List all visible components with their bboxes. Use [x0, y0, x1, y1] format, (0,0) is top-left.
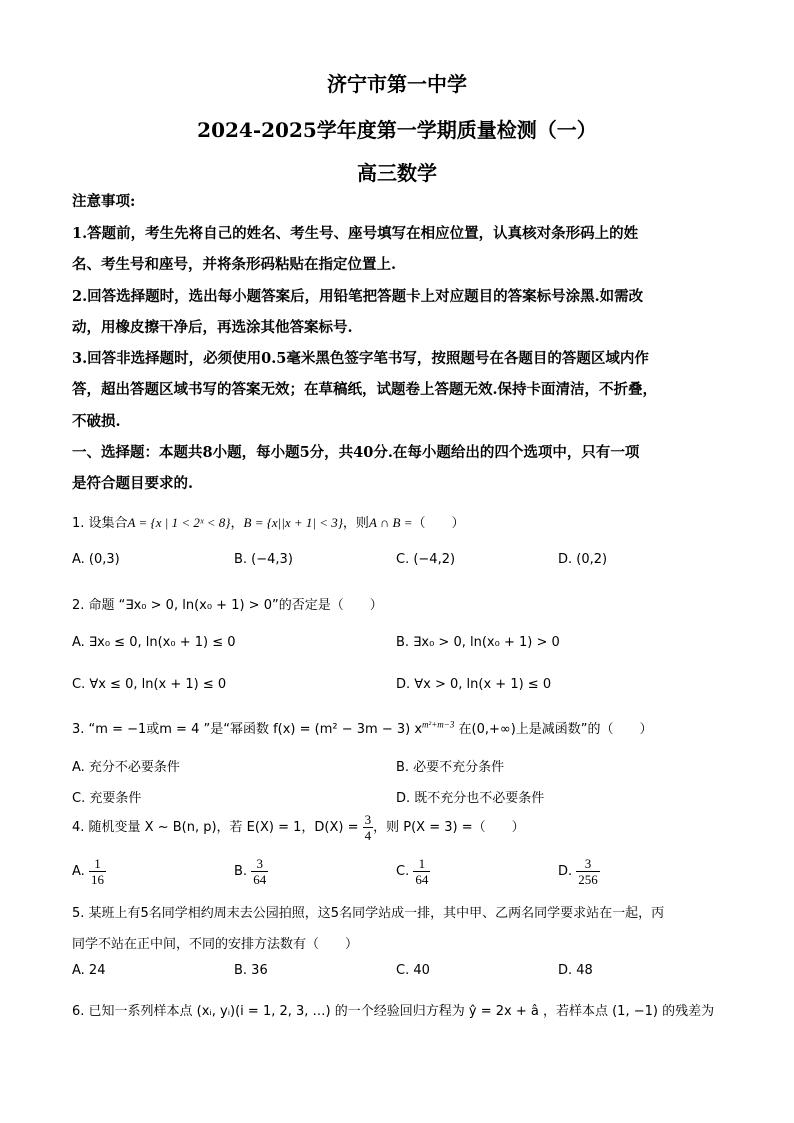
q4-option-a-numerator: 1	[89, 856, 106, 872]
q3-option-b: B. 必要不充分条件	[396, 760, 505, 775]
q4-option-c-label: C.	[396, 864, 410, 879]
q3-option-d: D. 既不充分也不必要条件	[396, 791, 545, 806]
notice-title: 注意事项:	[72, 193, 136, 210]
q1-set-a: A = {x | 1 < 2ˣ < 8}	[127, 515, 231, 530]
q4-option-b-numerator: 3	[251, 856, 268, 872]
q4-fraction-denominator: 4	[364, 828, 372, 843]
q5-option-c: C. 40	[396, 963, 430, 978]
section-1-line-1: 一、选择题：本题共8小题，每小题5分，共40分.在每小题给出的四个选项中，只有一项	[72, 444, 640, 461]
question-3-stem	[72, 718, 653, 737]
q2-option-b: B. ∃x₀ > 0, ln(x₀ + 1) > 0	[396, 635, 560, 650]
notice-item-3-line-1: 3.回答非选择题时，必须使用0.5毫米黑色签字笔书写，按照题号在各题目的答题区域内作	[72, 350, 649, 367]
q4-option-d	[558, 856, 600, 887]
section-1-line-2: 是符合题目要求的.	[72, 475, 194, 492]
q1-stem-part-a: 1. 设集合	[72, 516, 128, 531]
q5-option-b: B. 36	[234, 963, 268, 978]
q1-set-b: B = {x||x + 1| < 3}	[243, 515, 343, 530]
q3-stem-part-b: 在(0,+∞)上是减函数”的（ ）	[454, 722, 653, 737]
notice-item-3-line-3: 不破损.	[72, 413, 121, 430]
q4-option-b	[234, 856, 268, 887]
subject-title: 高三数学	[357, 161, 437, 185]
q5-option-d: D. 48	[558, 963, 593, 978]
q4-option-c-denominator: 64	[415, 872, 429, 887]
q3-exponent: m²+m−3	[422, 719, 455, 730]
q5-option-a: A. 24	[72, 963, 106, 978]
q4-option-d-fraction	[576, 856, 600, 887]
q2-option-a: A. ∃x₀ ≤ 0, ln(x₀ + 1) ≤ 0	[72, 635, 236, 650]
q4-option-b-fraction	[251, 856, 268, 887]
q2-option-c: C. ∀x ≤ 0, ln(x + 1) ≤ 0	[72, 677, 227, 692]
q4-option-c	[396, 856, 430, 887]
question-1-stem	[72, 512, 465, 531]
q1-answer-paren: （ ）	[412, 516, 465, 531]
q2-option-d: D. ∀x > 0, ln(x + 1) ≤ 0	[396, 677, 552, 692]
q1-option-d: D. (0,2)	[558, 552, 608, 567]
q4-option-c-numerator: 1	[413, 856, 430, 872]
q4-option-b-denominator: 64	[253, 872, 267, 887]
q3-stem-part-a: 3. “m = −1或m = 4 ”是“幂函数 f(x) = (m² − 3m − 3) x	[72, 722, 423, 737]
notice-item-2-line-1: 2.回答选择题时，选出每小题答案后，用铅笔把答题卡上对应题目的答案标号涂黑.如需改	[72, 288, 644, 305]
q1-option-c: C. (−4,2)	[396, 552, 456, 567]
q1-expression: A ∩ B =	[368, 515, 413, 530]
q1-stem-part-b: ，则	[342, 516, 369, 531]
q4-stem-part-b: ，则 P(X = 3) =（ ）	[373, 820, 525, 835]
q1-option-a: A. (0,3)	[72, 552, 120, 567]
question-6-line-1: 6. 已知一系列样本点 (xᵢ, yᵢ)(i = 1, 2, 3, …) 的一个经验回归方程为 ŷ = 2x + â ，若样本点 (1, −1) 的残差为	[72, 1004, 715, 1019]
q4-option-d-numerator: 3	[576, 856, 600, 872]
question-2-stem: 2. 命题 “∃x₀ > 0, ln(x₀ + 1) > 0”的否定是（ ）	[72, 598, 383, 613]
q4-variance-fraction	[363, 812, 374, 843]
q1-separator: ，	[230, 516, 244, 531]
q3-option-a: A. 充分不必要条件	[72, 760, 180, 775]
q4-stem-part-a: 4. 随机变量 X ~ B(n, p)，若 E(X) = 1，D(X) =	[72, 820, 359, 835]
q3-option-c: C. 充要条件	[72, 791, 142, 806]
notice-item-1-line-2: 名、考生号和座号，并将条形码粘贴在指定位置上.	[72, 256, 397, 273]
q4-option-d-denominator: 256	[578, 872, 598, 887]
school-name: 济宁市第一中学	[327, 72, 467, 96]
q4-option-b-label: B.	[234, 864, 248, 879]
q4-option-d-label: D.	[558, 864, 573, 879]
q4-option-a-fraction	[89, 856, 106, 887]
question-5-line-1: 5. 某班上有5名同学相约周末去公园拍照，这5名同学站成一排，其中甲、乙两名同学要求站在一起，丙	[72, 906, 665, 921]
question-4-stem	[72, 812, 525, 843]
q1-option-b: B. (−4,3)	[234, 552, 293, 567]
q4-fraction-numerator: 3	[364, 812, 372, 827]
q4-option-a	[72, 856, 106, 887]
notice-item-1-line-1: 1.答题前，考生先将自己的姓名、考生号、座号填写在相应位置，认真核对条形码上的姓	[72, 225, 639, 242]
q4-option-a-denominator: 16	[90, 872, 104, 887]
question-5-line-2: 同学不站在正中间，不同的安排方法数有（ ）	[72, 937, 359, 952]
notice-item-3-line-2: 答，超出答题区域书写的答案无效；在草稿纸，试题卷上答题无效.保持卡面清洁，不折叠，	[72, 381, 658, 398]
notice-item-2-line-2: 动，用橡皮擦干净后，再选涂其他答案标号.	[72, 319, 353, 336]
exam-title: 2024-2025学年度第一学期质量检测（一）	[197, 118, 597, 142]
q4-option-c-fraction	[413, 856, 430, 887]
q4-option-a-label: A.	[72, 864, 85, 879]
